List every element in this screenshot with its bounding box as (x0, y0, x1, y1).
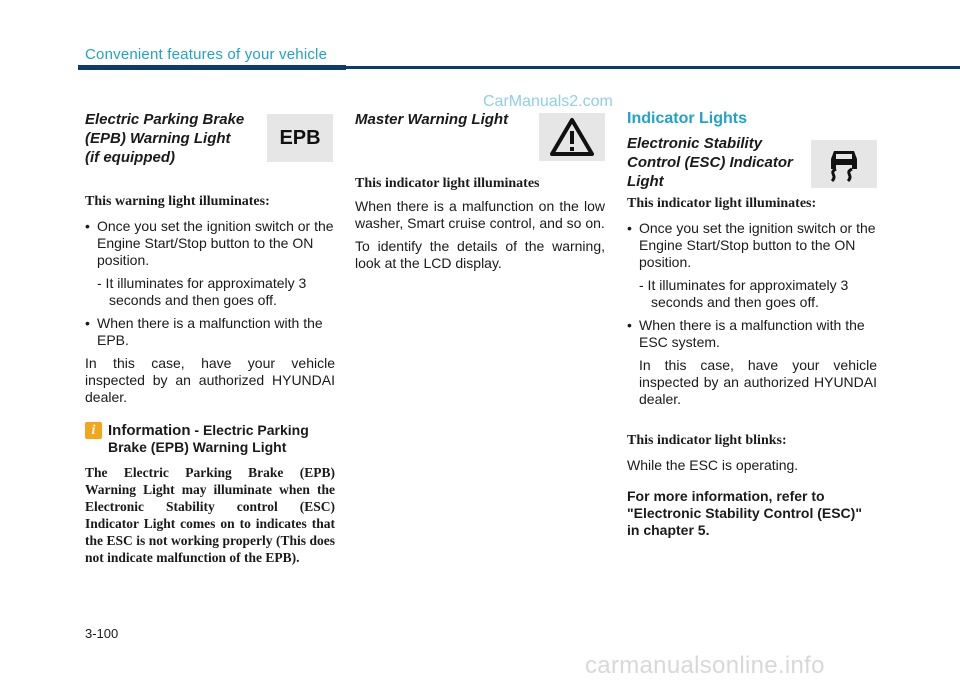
esc-indicator-icon (811, 140, 877, 188)
esc-bullet-1 (627, 220, 877, 311)
epb-bullet-1 (85, 218, 335, 309)
information-box-header (85, 422, 335, 456)
information-icon: i (85, 422, 102, 439)
column-epb (85, 110, 335, 566)
epb-bullets (85, 218, 335, 349)
skidding-car-icon (823, 143, 865, 185)
epb-para: In this case, have your vehicle inspected by an authorized HYUNDAI dealer. (85, 355, 335, 405)
epb-heading-line3: (if equipped) (85, 149, 175, 166)
master-warning-heading: Master Warning Light (355, 111, 509, 128)
esc-heading-line1: Electronic Stability (627, 135, 763, 152)
esc-bullet-2-text: When there is a malfunction with the ESC system. (639, 317, 865, 350)
epb-warning-icon (267, 114, 333, 162)
esc-subheading-blinks: This indicator light blinks: (627, 433, 787, 448)
epb-subheading: This warning light illuminates: (85, 194, 270, 209)
master-warning-para-2: To identify the details of the warning, look at the LCD display. (355, 238, 605, 271)
esc-bullet-2-para: In this case, have your vehicle inspected by an authorized HYUNDAI dealer. (639, 357, 877, 407)
esc-bullet-1-text: Once you set the ignition switch or the Engine Start/Stop button to the ON position. (639, 220, 876, 270)
header-rule-thin (346, 66, 960, 69)
information-title (108, 422, 335, 456)
master-warning-para-1: When there is a malfunction on the low washer, Smart cruise control, and so on. (355, 198, 605, 231)
esc-heading (627, 134, 797, 191)
information-subject: - Electric Parking Brake (EPB) Warning Light (108, 422, 309, 455)
footer-watermark: carmanualsonline.info (585, 652, 825, 679)
page-number: 3-100 (85, 626, 119, 641)
watermark-top: CarManuals2.com (483, 93, 613, 110)
information-body: The Electric Parking Brake (EPB) Warning Light may illuminate when the Electronic Stability control (ESC) Indicator Light comes on to indicates that the ESC is not working properly (This does not indicate malfunction of the EPB). (85, 465, 335, 565)
section-header-title: Convenient features of your vehicle (85, 46, 328, 63)
master-warning-subheading: This indicator light illuminates (355, 176, 540, 191)
esc-heading-line2: Control (ESC) Indicator (627, 154, 793, 171)
esc-bullet-1-sub: - It illuminates for approximately 3 seconds and then goes off. (639, 277, 849, 310)
warning-triangle-icon (549, 117, 595, 157)
indicator-lights-heading: Indicator Lights (627, 110, 747, 127)
master-warning-icon (539, 113, 605, 161)
information-label: Information (108, 422, 191, 439)
epb-heading-line2: (EPB) Warning Light (85, 130, 231, 147)
epb-bullet-1-sub: - It illuminates for approximately 3 seconds and then goes off. (97, 275, 307, 308)
epb-bullet-1-text: Once you set the ignition switch or the Engine Start/Stop button to the ON position. (97, 218, 334, 268)
epb-bullet-2: • When there is a malfunction with the EPB. (85, 315, 335, 349)
esc-heading-line3: Light (627, 173, 664, 190)
epb-icon-label: EPB (279, 126, 321, 149)
esc-blink-para: While the ESC is operating. (627, 457, 799, 473)
esc-subheading-illuminates: This indicator light illuminates: (627, 196, 817, 211)
header-rule-thick (78, 65, 346, 70)
esc-bullets (627, 220, 877, 408)
esc-bullet-2 (627, 317, 877, 408)
esc-reference: For more information, refer to "Electronic Stability Control (ESC)" in chapter 5. (627, 488, 862, 538)
epb-heading-line1: Electric Parking Brake (85, 111, 245, 128)
